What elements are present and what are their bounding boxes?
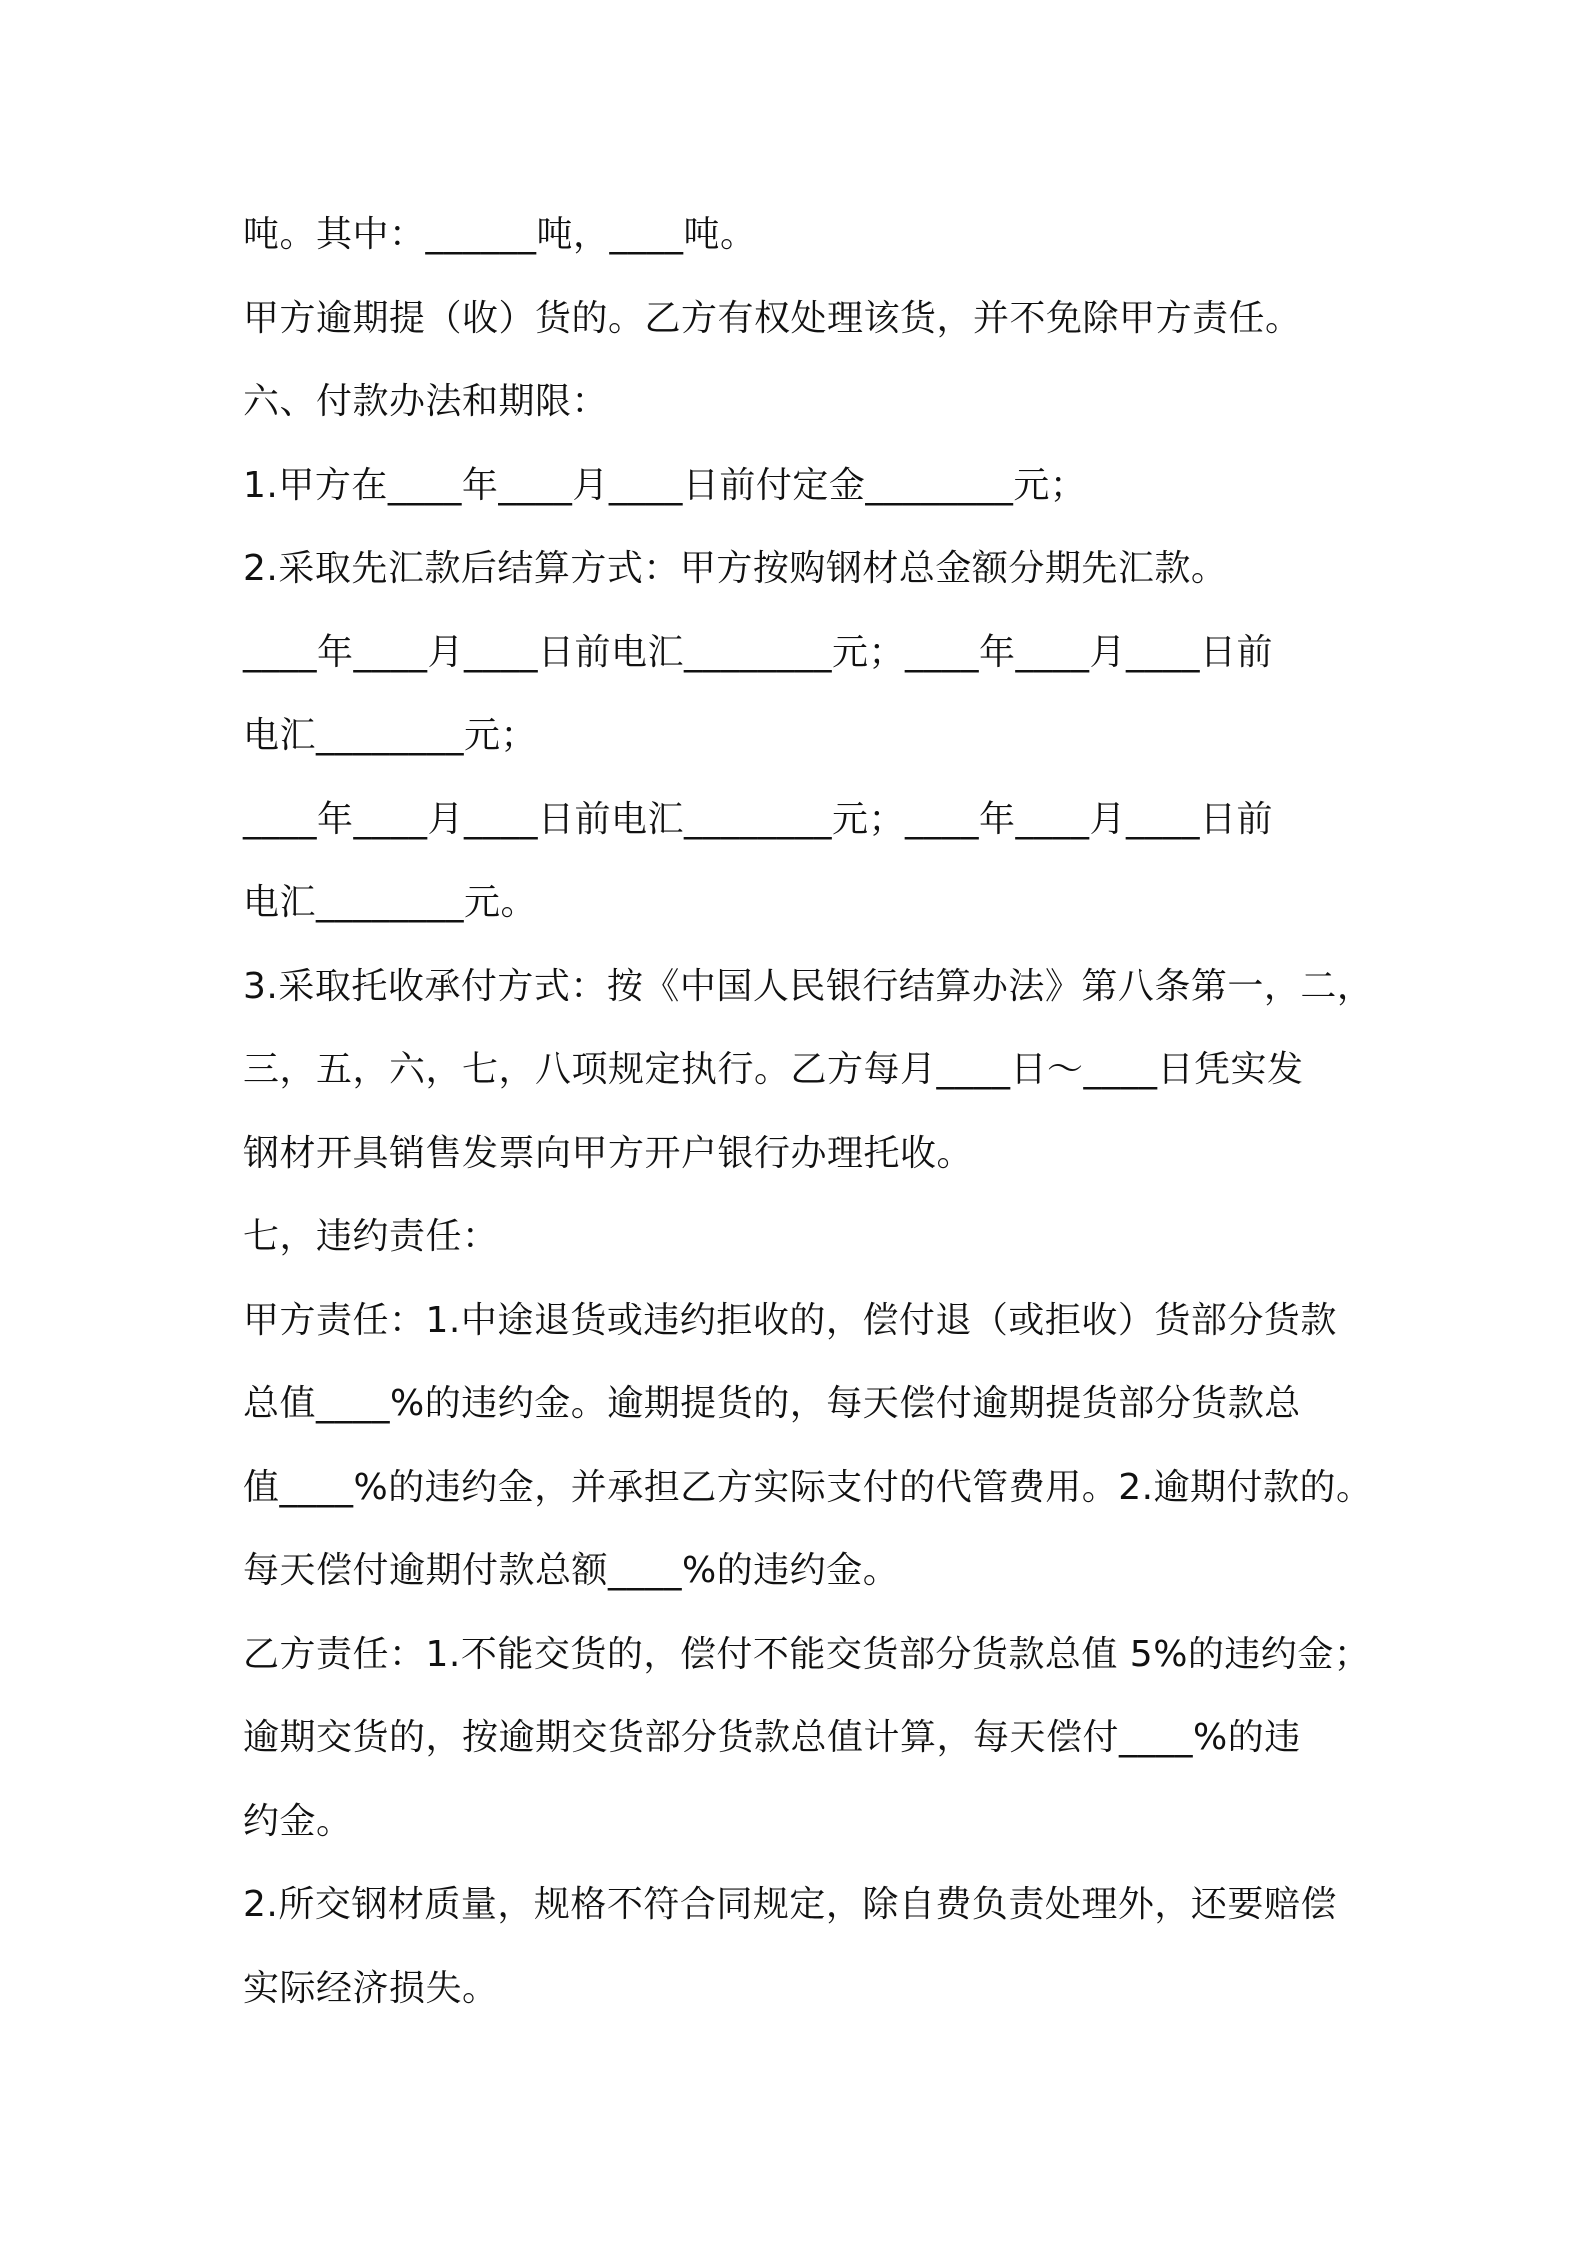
text-line: ____年____月____日前电汇________元；____年____月____日前	[243, 798, 1274, 840]
contract-body	[243, 193, 1374, 2030]
text-line: 电汇________元；	[243, 715, 538, 756]
text-line: ____年____月____日前电汇________元；____年____月____日前	[243, 631, 1274, 673]
section-heading-liability: 七，违约责任：	[243, 1216, 499, 1257]
text-line: 甲方责任：1.中途退货或违约拒收的，偿付退（或拒收）货部分货款	[243, 1299, 1337, 1341]
text-line: 值____%的违约金，并承担乙方实际支付的代管费用。2.逾期付款的。	[243, 1466, 1373, 1508]
text-line: 1.甲方在____年____月____日前付定金________元；	[243, 464, 1087, 506]
text-line: 甲方逾期提（收）货的。乙方有权处理该货，并不免除甲方责任。	[243, 297, 1302, 339]
text-line: 约金。	[243, 1800, 353, 1842]
section-heading-payment: 六、付款办法和期限：	[243, 381, 609, 422]
text-line: 吨。其中：______吨，____吨。	[243, 214, 757, 255]
text-line: 实际经济损失。	[243, 1967, 499, 2009]
text-line: 逾期交货的，按逾期交货部分货款总值计算，每天偿付____%的违	[243, 1717, 1301, 1758]
text-line: 电汇________元。	[243, 882, 538, 923]
text-line: 2.所交钢材质量，规格不符合同规定，除自费负责处理外，还要赔偿	[243, 1884, 1337, 1925]
text-line: 每天偿付逾期付款总额____%的违约金。	[243, 1550, 900, 1591]
text-line: 3.采取托收承付方式：按《中国人民银行结算办法》第八条第一，二，	[243, 965, 1374, 1007]
text-line: 2.采取先汇款后结算方式：甲方按购钢材总金额分期先汇款。	[243, 548, 1228, 589]
text-line: 三，五，六，七，八项规定执行。乙方每月____日～____日凭实发	[243, 1049, 1304, 1090]
text-line: 乙方责任：1.不能交货的，偿付不能交货部分货款总值 5%的违约金；	[243, 1633, 1371, 1675]
text-line: 钢材开具销售发票向甲方开户银行办理托收。	[243, 1132, 974, 1174]
text-line: 总值____%的违约金。逾期提货的，每天偿付逾期提货部分货款总	[243, 1383, 1301, 1424]
